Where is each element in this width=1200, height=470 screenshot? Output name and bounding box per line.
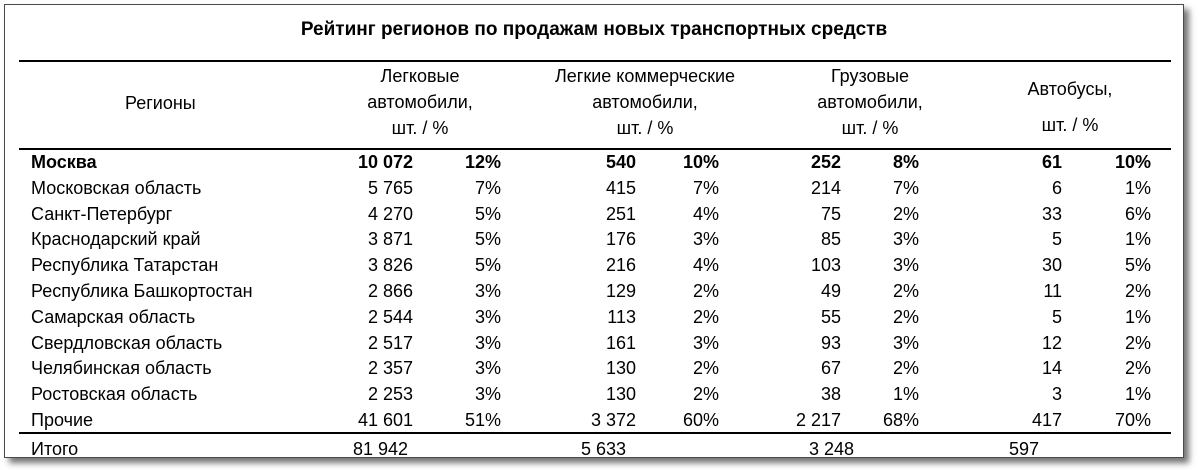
cars-percent-cell: 5%	[474, 229, 501, 250]
buses-count-cell: 33	[1041, 203, 1062, 224]
cars-percent-cell: 12%	[464, 152, 501, 172]
trucks-header	[785, 63, 955, 147]
region-cell: Челябинская область	[31, 358, 212, 379]
cars-percent-cell: 5%	[474, 203, 501, 224]
buses-count-cell: 11	[1043, 280, 1062, 301]
trucks-count-cell: 85	[820, 229, 841, 250]
region-cell: Самарская область	[31, 306, 196, 327]
total-top-rule	[19, 432, 1171, 434]
region-cell: Санкт-Петербург	[31, 203, 173, 224]
lcv-percent-cell: 4%	[692, 255, 719, 276]
cars-percent-cell: 7%	[474, 177, 501, 198]
trucks-count-cell: 252	[810, 152, 841, 172]
buses-percent-cell: 5%	[1124, 255, 1151, 276]
table-row	[31, 279, 1151, 305]
buses-count-cell: 5	[1051, 229, 1062, 250]
cars-count-cell: 5 765	[367, 177, 413, 198]
lcv-count-cell: 251	[605, 203, 636, 224]
trucks-percent-cell: 2%	[892, 280, 919, 301]
trucks-count-cell: 49	[820, 280, 841, 301]
buses-percent-cell: 70%	[1114, 409, 1151, 430]
cars-header-line-2: автомобили,	[367, 92, 473, 112]
lcv-percent-cell: 4%	[692, 203, 719, 224]
lcv-percent-cell: 10%	[682, 152, 719, 172]
trucks-count-cell: 38	[820, 384, 841, 405]
trucks-percent-cell: 8%	[892, 152, 919, 172]
total-lcv: 5 633	[581, 439, 627, 459]
cars-count-cell: 2 866	[367, 280, 413, 301]
lcv-percent-cell: 60%	[682, 409, 719, 430]
total-trucks: 3 248	[809, 439, 855, 459]
trucks-count-cell: 67	[820, 358, 841, 379]
buses-percent-cell: 1%	[1124, 177, 1151, 198]
table-row	[31, 150, 1151, 176]
lcv-header-line-1: Легкие коммерческие	[554, 66, 736, 86]
lcv-count-cell: 216	[605, 255, 636, 276]
regions-header: Регионы	[125, 93, 196, 113]
trucks-percent-cell: 7%	[892, 177, 919, 198]
cars-percent-cell: 3%	[474, 332, 501, 353]
region-cell: Республика Татарстан	[31, 255, 219, 276]
lcv-header	[530, 63, 760, 147]
total-row	[31, 437, 1171, 461]
trucks-header-line-1: Грузовые	[830, 66, 910, 86]
cars-percent-cell: 5%	[474, 255, 501, 276]
table-frame	[4, 4, 1184, 458]
cars-header-line-3: шт. / %	[391, 118, 449, 138]
trucks-count-cell: 214	[810, 177, 841, 198]
lcv-count-cell: 130	[605, 384, 636, 405]
trucks-percent-cell: 68%	[882, 409, 919, 430]
cars-count-cell: 2 544	[367, 306, 413, 327]
region-cell: Московская область	[31, 177, 202, 198]
trucks-percent-cell: 2%	[892, 358, 919, 379]
trucks-count-cell: 55	[820, 306, 841, 327]
region-cell: Прочие	[31, 409, 94, 430]
trucks-percent-cell: 3%	[892, 229, 919, 250]
table-row	[31, 408, 1151, 434]
region-cell: Москва	[31, 152, 97, 172]
table-row	[31, 356, 1151, 382]
lcv-percent-cell: 3%	[692, 229, 719, 250]
cars-percent-cell: 3%	[474, 358, 501, 379]
buses-count-cell: 3	[1051, 384, 1062, 405]
buses-header-line-1: Автобусы,	[1027, 79, 1113, 99]
buses-count-cell: 5	[1051, 306, 1062, 327]
buses-count-cell: 417	[1031, 409, 1062, 430]
cars-percent-cell: 3%	[474, 384, 501, 405]
cars-count-cell: 4 270	[367, 203, 413, 224]
lcv-percent-cell: 2%	[692, 384, 719, 405]
cars-count-cell: 3 871	[367, 229, 413, 250]
trucks-count-cell: 2 217	[795, 409, 841, 430]
buses-count-cell: 30	[1041, 255, 1062, 276]
page-title: Рейтинг регионов по продажам новых транспортных средств	[300, 19, 888, 40]
cars-percent-cell: 51%	[464, 409, 501, 430]
header-top-rule	[19, 60, 1171, 62]
trucks-percent-cell: 2%	[892, 203, 919, 224]
lcv-count-cell: 113	[607, 306, 636, 327]
lcv-count-cell: 540	[605, 152, 636, 172]
lcv-count-cell: 130	[605, 358, 636, 379]
cars-count-cell: 10 072	[357, 152, 413, 172]
lcv-count-cell: 129	[605, 280, 636, 301]
buses-percent-cell: 2%	[1124, 358, 1151, 379]
total-buses: 597	[1009, 439, 1040, 459]
lcv-header-line-3: шт. / %	[616, 118, 674, 138]
trucks-header-line-2: автомобили,	[817, 92, 923, 112]
trucks-percent-cell: 3%	[892, 332, 919, 353]
total-label: Итого	[31, 439, 79, 459]
buses-percent-cell: 1%	[1124, 384, 1151, 405]
lcv-count-cell: 161	[605, 332, 636, 353]
cars-count-cell: 2 357	[367, 358, 413, 379]
cars-count-cell: 2 253	[367, 384, 413, 405]
trucks-header-line-3: шт. / %	[841, 118, 899, 138]
table-body	[31, 150, 1151, 434]
table-row	[31, 331, 1151, 357]
cars-percent-cell: 3%	[474, 306, 501, 327]
buses-header-line-2: шт. / %	[1041, 115, 1099, 135]
cars-header-line-1: Легковые	[380, 66, 460, 86]
trucks-percent-cell: 3%	[892, 255, 919, 276]
trucks-percent-cell: 1%	[892, 384, 919, 405]
buses-percent-cell: 1%	[1124, 306, 1151, 327]
table-row	[31, 382, 1151, 408]
lcv-count-cell: 3 372	[590, 409, 636, 430]
buses-percent-cell: 6%	[1124, 203, 1151, 224]
lcv-count-cell: 415	[605, 177, 636, 198]
buses-count-cell: 14	[1041, 358, 1062, 379]
lcv-percent-cell: 3%	[692, 332, 719, 353]
table-row	[31, 253, 1151, 279]
table-row	[31, 305, 1151, 331]
cars-count-cell: 2 517	[367, 332, 413, 353]
cars-count-cell: 3 826	[367, 255, 413, 276]
buses-percent-cell: 1%	[1124, 229, 1151, 250]
buses-percent-cell: 10%	[1114, 152, 1151, 172]
region-cell: Республика Башкортостан	[31, 280, 253, 301]
table-row	[31, 202, 1151, 228]
region-cell: Краснодарский край	[31, 229, 201, 250]
trucks-count-cell: 93	[820, 332, 841, 353]
region-cell: Свердловская область	[31, 332, 223, 353]
lcv-percent-cell: 7%	[692, 177, 719, 198]
buses-count-cell: 61	[1041, 152, 1062, 172]
table-row	[31, 176, 1151, 202]
total-cars: 81 942	[353, 439, 409, 459]
buses-percent-cell: 2%	[1124, 332, 1151, 353]
trucks-count-cell: 103	[810, 255, 841, 276]
buses-count-cell: 6	[1051, 177, 1062, 198]
region-cell: Ростовская область	[31, 384, 198, 405]
lcv-header-line-2: автомобили,	[592, 92, 698, 112]
lcv-percent-cell: 2%	[692, 306, 719, 327]
trucks-percent-cell: 2%	[892, 306, 919, 327]
lcv-percent-cell: 2%	[692, 358, 719, 379]
sales-table	[31, 150, 1151, 434]
lcv-count-cell: 176	[605, 229, 636, 250]
cars-percent-cell: 3%	[474, 280, 501, 301]
trucks-count-cell: 75	[820, 203, 841, 224]
buses-percent-cell: 2%	[1124, 280, 1151, 301]
buses-count-cell: 12	[1041, 332, 1062, 353]
cars-header	[335, 63, 505, 147]
cars-count-cell: 41 601	[357, 409, 413, 430]
lcv-percent-cell: 2%	[692, 280, 719, 301]
table-row	[31, 227, 1151, 253]
